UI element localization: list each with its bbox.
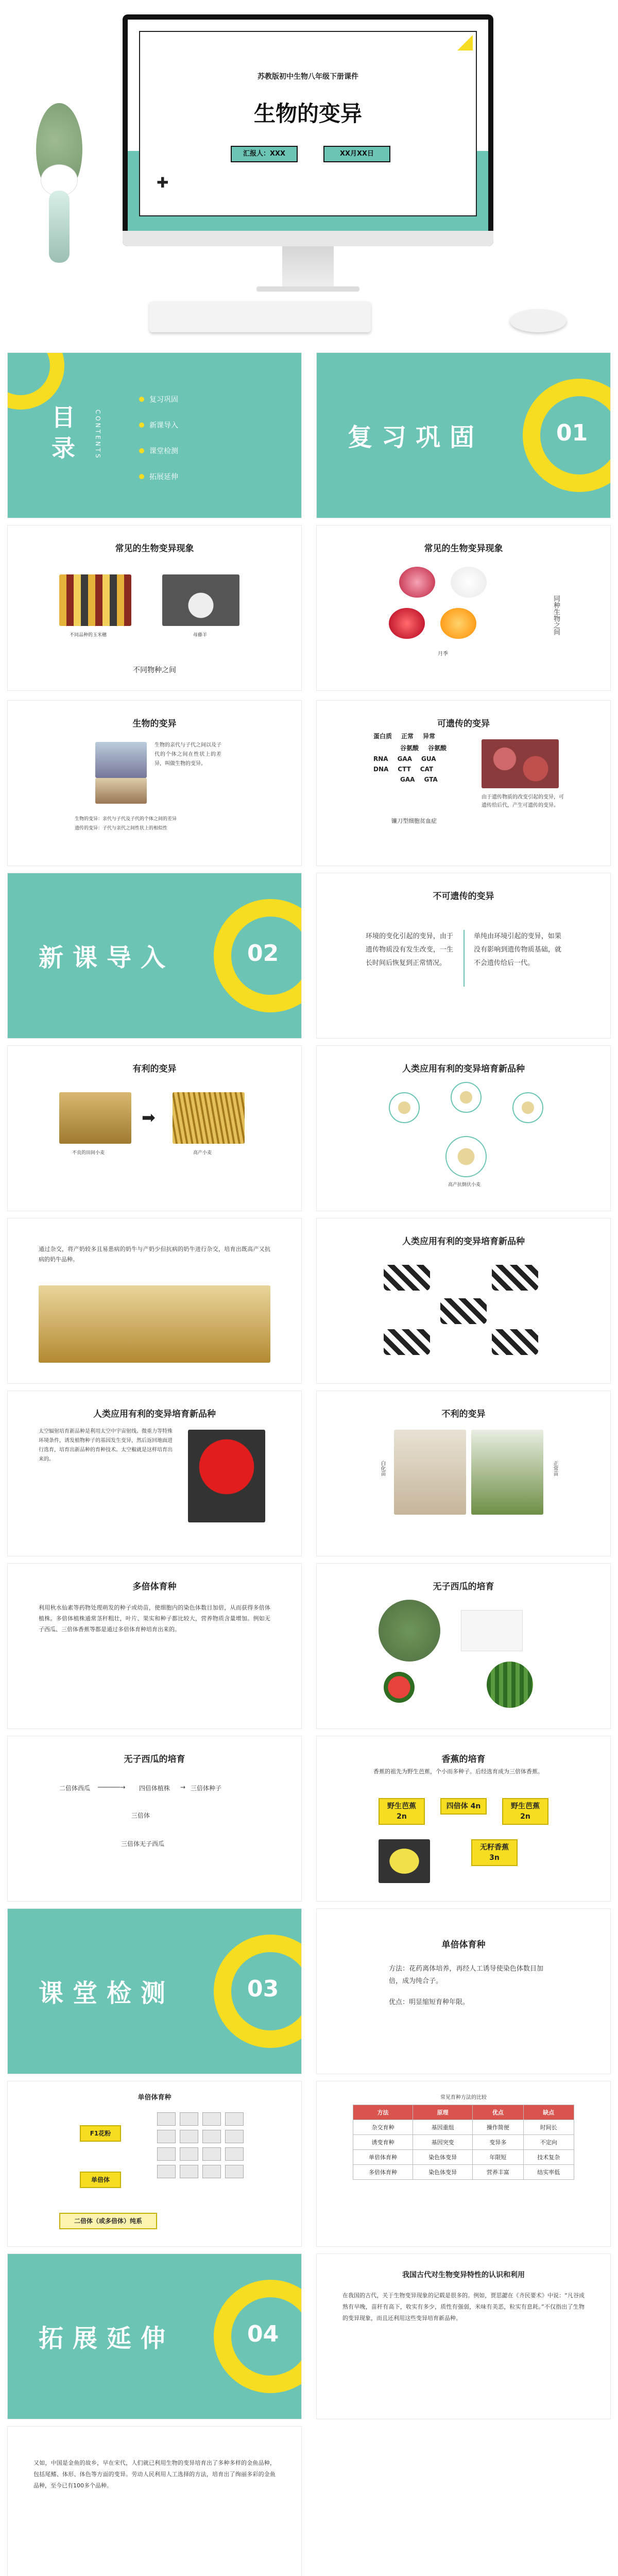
section-number: 03 [247,1976,279,2002]
rose-photo [399,567,435,598]
cover-date: XX月XX日 [323,146,390,162]
banana-tetraploid: 四倍体 4n [440,1798,487,1815]
slide-banana: 香蕉的培育 香蕉的祖先为野生芭蕉，个小而多种子。后经选育成为三倍体香蕉。 野生芭蕉 2n 四倍体 4n 野生芭蕉 2n 无籽香蕉 3n [317,1736,610,1901]
family-photo [95,742,147,778]
banana-wild: 野生芭蕉 2n [379,1798,425,1825]
wheat-field-photo [59,1092,131,1144]
slide-useful: 有利的变异 ➡ 不良的田间小麦 高产小麦 [8,1046,301,1211]
wheat-field-photo [39,1285,270,1363]
gene-grid [157,2112,250,2215]
rose-photo [440,608,476,639]
toc-title: 目录 [52,403,75,462]
arrow-right-icon: ➡ [142,1108,156,1127]
pure-line-box: 二倍体（或多倍体）纯系 [59,2213,157,2229]
section-title: 新课导入 [39,943,175,972]
cover-title: 生物的变异 [253,101,362,126]
slide-haploid: 单倍体育种 方法：花药离体培养，再经人工诱导使染色体数目加倍，成为纯合子。 优点：明显缩短育种年限。 [317,1909,610,2074]
toc-item[interactable]: 拓展延伸 [139,471,178,482]
slide-table: 常见育种方法的比较 方法 原理 优点 缺点 杂交育种 基因重组 操作简便 时间长 诱变育种 基因突变 变异多 不定向 单倍体育种 染色体变异 年限短 技术复杂 多倍体育种 染色体变异 营养丰富 结实率低 [317,2081,610,2246]
blood-cells-photo [482,739,559,788]
watermelon-diagram [373,1600,548,1713]
banana-photo [379,1839,430,1883]
banana-wild-2: 野生芭蕉 2n [502,1798,548,1825]
cover-presenter: 汇报人：XXX [231,146,298,162]
slide-common-variation: 常见的生物变异现象 不同品种的玉米穗 母藤羊 不同物种之间 [8,526,301,690]
slide-breed-1: 人类应用有利的变异培育新品种 高产抗倒伏小麦 [317,1046,610,1211]
wheat-diagram [389,1082,543,1180]
slide-ancient-2: 又如，中国是金鱼的故乡，早在宋代，人们就已利用生物的变异培育出了多种多样的金鱼品种，包括尾鳍、体形、体色等方面的变异。劳动人民利用人工选择的方法，培育出了绚丽多彩的金鱼品种，至今已有100多个品种。 [8,2427,301,2576]
slide-section-2 [8,873,301,1038]
toc-item[interactable]: 课堂检测 [139,446,178,456]
slide-seedless-2: 无子西瓜的培育 二倍体西瓜 ──────→ 四倍体植株 → 三倍体种子 三倍体 三倍体无子西瓜 [8,1736,301,1901]
monitor-stand [282,246,334,287]
plant-vase [21,103,98,268]
toc-subtitle: CONTENTS [94,410,101,460]
seedling-photo [394,1430,466,1515]
breeding-table: 方法 原理 优点 缺点 杂交育种 基因重组 操作简便 时间长 诱变育种 基因突变 变异多 不定向 单倍体育种 染色体变异 年限短 技术复杂 多倍体育种 染色体变异 营养丰富 结实率低 [353,2105,574,2180]
slide-nonheritable: 不可遗传的变异 环境的变化引起的变异，由于遗传物质没有发生改变，一生长时间后恢复到正常情况。 单纯由环境引起的变异，如果没有影响到遗传物质基础，就不会遗传给后一代。 [317,873,610,1038]
monitor-base [256,286,359,292]
slide-ancient: 我国古代对生物变异特性的认识和利用 在我国的古代，关于生物变异现象的记载是很多的。例如，贾思勰在《齐民要术》中说：“凡谷成熟有早晚，苗秆有高下，收实有多少，质性有强弱，米味有美恶，粒实有息耗。”不仅指出了生物的变异现象，而且还利用这些变异培育新品种。 [317,2254,610,2419]
section-title: 拓展延伸 [39,2324,175,2353]
slide-variation: 生物的变异 生物的亲代与子代之间以及子代的个体之间在性状上的差异，叫做生物的变异。 生物的变异：亲代与子代及子代的个体之间的差异 遗传的变异：子代与亲代之间性状上的相似性 [8,701,301,866]
mouse [510,309,566,332]
slide-seedless: 无子西瓜的培育 [317,1564,610,1728]
slide-polyploid: 多倍体育种 利用秋水仙素等药物处理萌发的种子或幼苗，使细胞内的染色体数目加倍，从而获得多倍体植株。多倍体植株通常茎秆粗壮，叶片、果实和种子都比较大，营养物质含量增加。例如无子西瓜、三倍体香蕉等都是通过多倍体育种培育出来的。 [8,1564,301,1728]
section-number: 04 [247,2321,279,2347]
monitor-screen [123,14,493,246]
slide-common-variation-2: 常见的生物变异现象 月季 同种生物之间 [317,526,610,690]
section-title: 复习巩固 [348,423,484,452]
haploid-box: 单倍体 [80,2172,121,2188]
cover-monitor [0,0,618,350]
slide-section-3 [8,1909,301,2074]
slide-section-1 [317,353,610,518]
section-number: 02 [247,940,279,967]
plus-icon: ✚ [157,174,169,191]
slide-section-4 [8,2254,301,2419]
slide-heritable: 可遗传的变异 蛋白质 正常 异常 谷氨酸 谷氨酸 RNA GAA GUA DNA CTT CAT GAA GTA 镰刀型细胞贫血症 由于遗传物质的改变引起的变异，可遗传给后代，产生可遗传的变异。 [317,701,610,866]
pepper-photo [188,1430,265,1522]
slide-haploid-2: 单倍体育种 F1花粉 单倍体 二倍体（或多倍体）纯系 [8,2081,301,2246]
dogs-photo [95,778,147,804]
toc-item[interactable]: 新课导入 [139,420,178,430]
section-number: 01 [556,420,588,446]
slide-breed-2-text: 通过杂交，将产奶较多且易患病的奶牛与产奶少但抗病的奶牛进行杂交，培育出既高产又抗病的奶牛品种。 [8,1218,301,1383]
f1-pollen: F1花粉 [80,2125,121,2142]
toc-item[interactable]: 复习巩固 [139,394,178,404]
keyboard [149,301,371,332]
slide-breed-3: 人类应用有利的变异培育新品种 太空辐射培育新品种是利用太空中宇宙射线、微重力等特殊环境条件，诱发植物种子的基因发生变异，然后返回地面进行选育，培育出新品种的育种技术。太空椒就是这样培育出来的。 [8,1391,301,1556]
sheep-photo [162,574,239,626]
slide-unfavorable: 不利的变异 白化苗 正常苗 [317,1391,610,1556]
codon-table: 蛋白质 正常 异常 谷氨酸 谷氨酸 RNA GAA GUA DNA CTT CAT GAA GTA [373,733,447,783]
corn-photo [59,574,131,626]
slide-toc [8,353,301,518]
wheat-photo [173,1092,245,1144]
cover-course: 苏教版初中生物八年级下册课件 [258,73,358,81]
cattle-diagram [384,1260,548,1363]
seedling-photo [471,1430,543,1515]
rose-photo [389,608,425,639]
section-title: 课堂检测 [39,1979,175,2008]
banana-triploid: 无籽香蕉 3n [471,1839,518,1866]
rose-photo [451,567,487,598]
cover-triangle [457,35,473,50]
slide-breed-2: 人类应用有利的变异培育新品种 [317,1218,610,1383]
